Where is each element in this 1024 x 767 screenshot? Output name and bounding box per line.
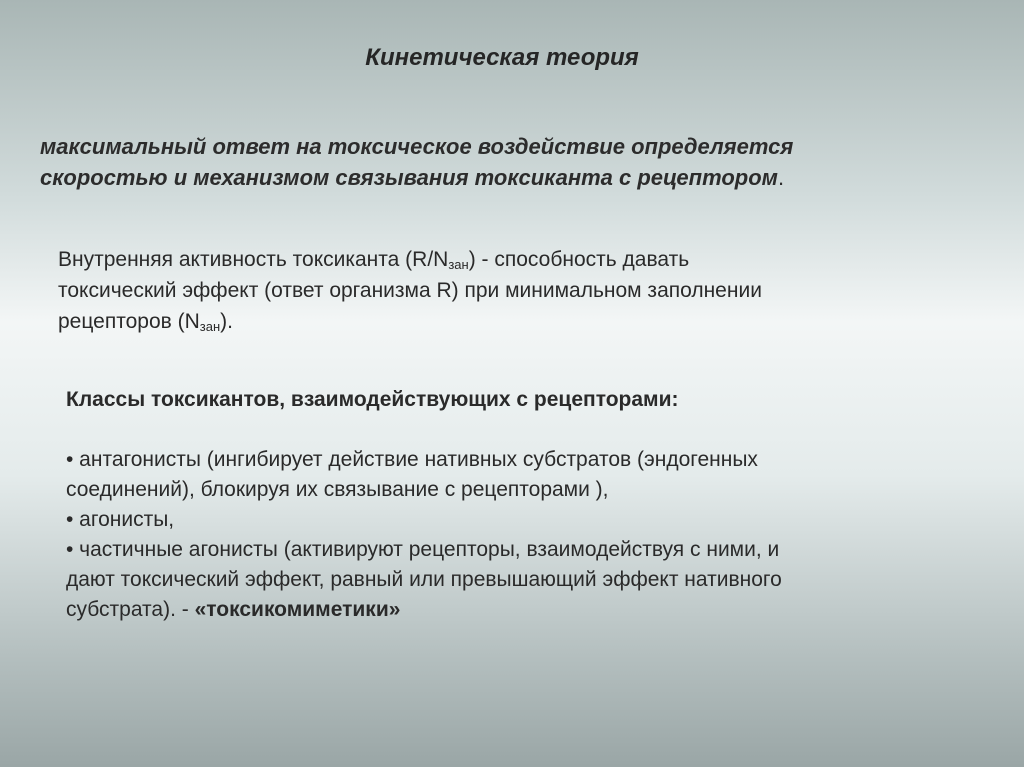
list-item-partial-agonists (66, 535, 966, 625)
definition-text-1: Внутренняя активность токсиканта (R/N (58, 248, 449, 271)
list-item-line: соединений), блокируя их связывание с рецепторами ), (66, 478, 609, 501)
list-item-agonists: • агонисты, (66, 508, 175, 531)
intro-line-2-end: . (777, 165, 785, 190)
definition-subscript-2: зан (199, 319, 221, 334)
definition-text-3: рецепторов (N (58, 310, 200, 333)
toxicomimetics-term: «токсикомиметики» (194, 598, 401, 621)
definition-text-2: ) - способность давать (468, 248, 690, 271)
list-item-line: дают токсический эффект, равный или превышающий эффект нативного (66, 568, 782, 591)
intro-line-1: максимальный ответ на токсическое воздействие определяется (40, 134, 794, 159)
definition-line-2: токсический эффект (ответ организма R) при минимальном заполнении (58, 279, 762, 302)
list-item-line (66, 595, 966, 625)
toxicant-classes (66, 385, 966, 625)
classes-heading: Классы токсикантов, взаимодействующих с рецепторами: (66, 388, 679, 411)
definition-line-1 (58, 244, 958, 275)
list-item-line: • антагонисты (ингибирует действие нативных субстратов (эндогенных (66, 448, 758, 471)
definition-subscript-1: зан (448, 257, 469, 272)
intro-line-2-text: скоростью и механизмом связывания токсиканта с рецептором (40, 165, 778, 190)
list-item-text: субстрата). - (66, 598, 195, 621)
list-item-antagonists (66, 445, 966, 505)
definition-line-3 (58, 306, 958, 337)
intro-line-2 (40, 162, 1000, 193)
intro-statement (40, 131, 1000, 193)
slide-title: Кинетическая теория (365, 44, 639, 71)
list-item-line: • частичные агонисты (активируют рецепторы, взаимодействуя с ними, и (66, 538, 780, 561)
definition-text-4: ). (220, 310, 233, 333)
intrinsic-activity-definition (58, 244, 958, 337)
